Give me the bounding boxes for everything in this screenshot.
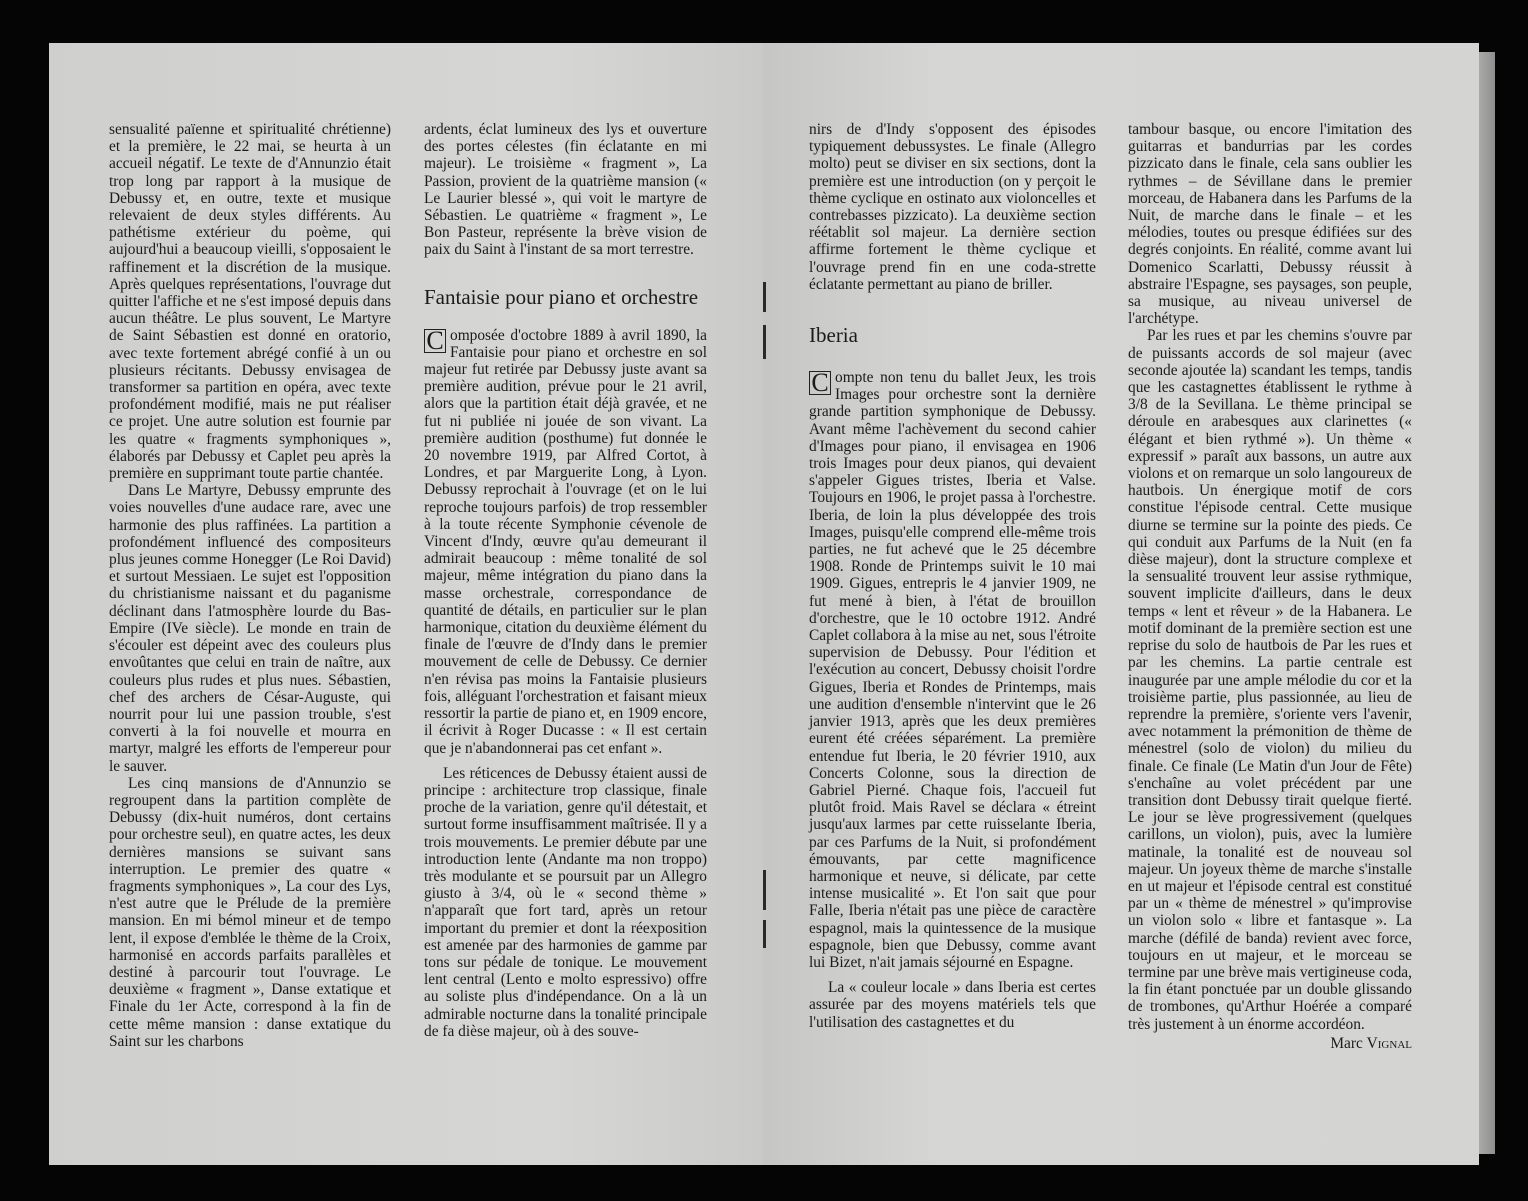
paragraph: La « couleur locale » dans Iberia est certes assurée par des moyens matériels tels que l'utilisation des castagnettes et du [809,979,1096,1031]
paragraph: Les cinq mansions de d'Annunzio se regroupent dans la partition complète de Debussy (dix-huit numéros, dont certains pour orchestre seul), en quatre actes, les deux dernières mansions se suivant sans interruption. Le premier des quatre « fragments symphoniques », La cour des Lys, n'est autre que le Prélude de la première mansion. En mi bémol mineur et de tempo lent, il expose d'emblée le thème de la Croix, harmonisé en accords parfaits parallèles et destiné à parcourir tout l'ouvrage. Le deuxième « fragment », Danse extatique et Finale du 1er Acte, correspond à la fin de cette même mansion : danse extatique du Saint sur les charbons [109,774,391,1050]
paragraph-text: omposée d'octobre 1889 à avril 1890, la Fantaisie pour piano et orchestre en sol majeur fut retirée par Debussy juste avant sa première audition, prévue pour le 21 avril, alors que la partition était déjà gravée, et ne fut ni publiée ni jouée de son vivant. La première audition (posthume) fut donnée le 20 novembre 1919, par Alfred Cortot, à Londres, et par Marguerite Long, à Lyon. Debussy reprochait à l'ouvrage (et on le lui reproche toujours parfois) de trop ressembler à la toute récente Symphonie cévenole de Vincent d'Indy, œuvre qu'au demeurant il admirait beaucoup : même tonalité de sol majeur, même intégration du piano dans la masse orchestrale, correspondance de quantité de détails, en particulier sur le plan harmonique, citation du deuxième élément du finale de l'œuvre de d'Indy dans le premier mouvement de celle de Debussy. Ce dernier n'en révisa pas moins la Fantaisie plusieurs fois, alléguant l'orchestration et faisant mieux ressortir la partie de piano et, en 1909 encore, il écrivit à Roger Ducasse : « Il est certain que je n'abandonnerai pas cet enfant ». [424,326,707,757]
left-column-1 [109,121,391,1050]
binding-staple [763,920,766,948]
paragraph: Les réticences de Debussy étaient aussi de principe : architecture trop classique, finale proche de la variation, genre qu'il détestait, et surtout forme insuffisamment maîtrisée. Il y a trois mouvements. Le premier débute par une introduction lente (Andante ma non troppo) très modulante et se poursuit par un Allegro giusto à 3/4, où le « second thème » n'apparaît que fort tard, après un retour important du premier et dont la réexposition est amenée par des harmonies de gamme par tons sur pédale de tonique. Le mouvement lent central (Lento e molto espressivo) offre au soliste plus d'indépendance. On a là un admirable nocturne dans la tonalité principale de fa dièse majeur, où à des souve- [424,764,707,1040]
paragraph-with-dropcap [809,369,1096,971]
right-column-1 [809,121,1096,1031]
paragraph: ardents, éclat lumineux des lys et ouverture des portes célestes (fin éclatante en mi majeur). Le troisième « fragment », La Passion, provient de la quatrième mansion (« Le Laurier blessé », qui voit le martyre de Sébastien. Le quatrième « fragment », Le Bon Pasteur, représente la brève vision de paix du Saint à l'instant de sa mort terrestre. [424,121,707,259]
paragraph-with-dropcap [424,327,707,757]
binding-staple [763,870,766,910]
paragraph-text: ompte non tenu du ballet Jeux, les trois Images pour orchestre sont la dernière grande partition symphonique de Debussy. Avant même l'achèvement du second cahier d'Images pour piano, il envisagea en 1906 trois Images pour deux pianos, qui devaient s'appeler Gigues tristes, Iberia et Valse. Toujours en 1906, le projet passa à l'orchestre. Iberia, de loin la plus développée des trois Images, puisqu'elle comprend elle-même trois parties, ne fut achevé que le 25 décembre 1908. Ronde de Printemps suivit le 10 mai 1909. Gigues, entrepris le 4 janvier 1909, ne fut mené à bien, à l'état de brouillon d'orchestre, que le 10 octobre 1912. André Caplet collabora à la mise au net, sous l'étroite supervision de Debussy. Pour l'édition et l'exécution au concert, Debussy choisit l'ordre Gigues, Iberia et Rondes de Printemps, mais une audition d'ensemble n'intervint que le 26 janvier 1913, après que les deux premières eurent été créées séparément. La première entendue fut Iberia, le 20 février 1910, aux Concerts Colonne, sous la direction de Gabriel Pierné. Chaque fois, l'accueil fut plutôt froid. Mais Ravel se déclara « étreint jusqu'aux larmes par cette ruisselante Iberia, par ces Parfums de la Nuit, si profondément émouvants, par cette magnificence harmonique et neuve, si délicate, par cette intense musicalité ». Et l'on sait que pour Falle, Iberia n'était pas une pièce de caractère espagnol, mais la quintessence de la musique espagnole, bien que Debussy, comme avant lui Bizet, n'ait jamais séjourné en Espagne. [809,369,1096,971]
left-column-2 [424,121,707,1040]
paragraph: tambour basque, ou encore l'imitation des guitarras et bandurrias par les cordes pizzicato dans le finale, cela sans oublier les rythmes – de Sévillane dans le premier morceau, de Habanera dans les Parfums de la Nuit, de marche dans le finale – et les mélodies, toutes ou presque édifiées sur des degrés conjoints. En réalité, comme avant lui Domenico Scarlatti, Debussy réussit à abstraire l'Espagne, ses paysages, son peuple, sa musique, au niveau universel de l'archétype. [1128,121,1412,328]
paragraph: Dans Le Martyre, Debussy emprunte des voies nouvelles d'une audace rare, avec une harmonie des plus raffinées. La partition a profondément influencé des compositeurs plus jeunes comme Honegger (Le Roi David) et surtout Messiaen. Le sujet est l'opposition du christianisme naissant et du paganisme déclinant dans l'atmosphère lourde du Bas-Empire (IVe siècle). Le monde en train de s'écouler est dépeint avec des couleurs plus envoûtantes que celui en train de naître, aux couleurs plus rudes et plus nues. Sébastien, chef des archers de César-Auguste, qui nourrit pour lui une passion trouble, s'est converti à la foi nouvelle et mourra en martyr, malgré les efforts de l'empereur pour le sauver. [109,482,391,775]
page-stack-edge [1479,52,1495,1154]
drop-cap: C [424,329,446,353]
binding-staple [763,282,766,312]
section-heading-iberia: Iberia [809,323,858,348]
binding-staple [763,325,766,359]
drop-cap: C [809,371,831,395]
right-page [763,43,1479,1165]
signature-first-name: Marc [1330,1034,1363,1052]
author-signature [1128,1035,1412,1052]
right-column-2 [1128,121,1412,1052]
paragraph: sensualité païenne et spiritualité chrétienne) et la première, le 22 mai, se heurta à un accueil négatif. Le texte de d'Annunzio était trop long par rapport à la musique de Debussy et, en outre, texte et musique relevaient de deux styles différents. Au pathétisme extérieur du poème, qui aujourd'hui a beaucoup vieilli, s'opposaient le raffinement et la discrétion de la musique. Après quelques représentations, l'ouvrage dut quitter l'affiche et ne s'est imposé depuis dans aucun théâtre. Le plus souvent, Le Martyre de Saint Sébastien est donné en oratorio, avec texte fortement abrégé confié à un ou plusieurs récitants. Debussy envisagea de transformer sa partition en opéra, avec texte profondément modifié, mais ne put réaliser ce projet. Une autre solution est fournie par les quatre « fragments symphoniques », élaborés par Debussy et Caplet peu après la première en supprimant toute partie chantée. [109,121,391,483]
left-page [49,43,763,1165]
section-heading-fantaisie: Fantaisie pour piano et orchestre [424,284,699,309]
paragraph: nirs de d'Indy s'opposent des épisodes typiquement debussystes. Le finale (Allegro molto) peut se diviser en six sections, dont la première est une introduction (on y perçoit le thème cyclique en ostinato aux violoncelles et contrebasses pizzicato). La deuxième section réétablit sol majeur. La dernière section affirme fortement le thème cyclique et l'ouvrage prend fin en une coda-strette éclatante permettant au piano de briller. [809,121,1096,293]
paragraph: Par les rues et par les chemins s'ouvre par de puissants accords de sol majeur (avec seconde ajoutée la) scandant les temps, tandis que les castagnettes établissent le rythme à 3/8 de la Sevillana. Le thème principal se déroule en arabesques aux clarinettes (« élégant et bien rythmé »). Un thème « expressif » paraît aux bassons, un autre aux violons et on remarque un solo langoureux de hautbois. Un énergique motif de cors constitue l'épisode central. Cette musique diurne se termine sur la pointe des pieds. Ce qui conduit aux Parfums de la Nuit (en fa dièse majeur), dont la structure complexe et la sensualité trouvent leur assise rythmique, souvent implicite d'ailleurs, dans le deux temps « lent et rêveur » de la Habanera. Le motif dominant de la première section est une reprise du solo de hautbois de Par les rues et par les chemins. La partie centrale est inaugurée par une ample mélodie du cor et la troisième partie, plus passionnée, au lieu de reprendre la première, s'oriente vers l'avenir, avec notamment la prémonition de thème de ménestrel (solo de violon) du milieu du finale. Ce finale (Le Matin d'un Jour de Fête) s'enchaîne au volet précédent par une transition dont Debussy tirait quelque fierté. Le jour se lève progressivement (quelques carillons, un violon), puis, avec la lumière matinale, la tonalité est de nouveau sol majeur. Un joyeux thème de marche s'installe en ut majeur et l'épisode central est constitué par un « thème de ménestrel » qu'improvise un violon solo « libre et fantasque ». La marche (défilé de banda) revient avec force, toujours en ut majeur, et le morceau se termine par une brève mais vertigineuse coda, la fin étant ponctuée par un double glissando de trombones, qu'Arthur Hoérée a comparé très justement à un énorme accordéon. [1128,327,1412,1033]
signature-last-name: Vignal [1366,1034,1412,1052]
